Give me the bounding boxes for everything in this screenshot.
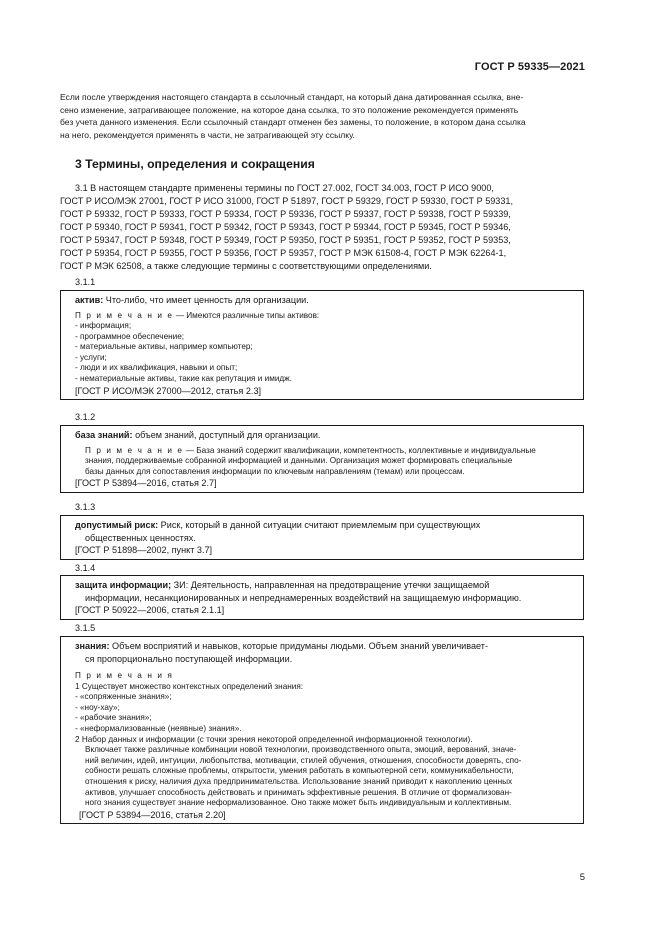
term-name: знания: — [75, 641, 110, 651]
note-line: - «рабочие знания»; — [75, 713, 152, 723]
note-line: Включает также различные комбинации новой технологии, производственного опыта, эмоций, верований, значе- — [85, 745, 517, 755]
note-line: - программное обеспечение; — [75, 331, 185, 341]
term-source: [ГОСТ Р ИСО/МЭК 27000—2012, статья 2.3] — [75, 385, 262, 396]
note-line: - информация; — [75, 321, 132, 331]
note-line: базы данных для сопоставления информации по ключевым направлениям (темам) или процессам. — [85, 466, 465, 476]
term-name: допустимый риск: — [75, 520, 159, 530]
note-line: знания, поддерживаемые собранной информацией и данными. Организация может формировать специальные — [85, 456, 513, 466]
term-box-zashchita-informatsii — [60, 575, 584, 620]
page-number: 5 — [579, 872, 585, 883]
para-line: 3.1 В настоящем стандарте применены термины по ГОСТ 27.002, ГОСТ 34.003, ГОСТ Р ИСО 9000, — [75, 183, 494, 193]
term-number: 3.1.1 — [75, 277, 96, 287]
note-line: 2 Набор данных и информации (с точки зрения некоторой определенной информационной технологии). — [75, 734, 473, 744]
term-definition: объем знаний, доступный для организации. — [132, 430, 321, 440]
term-name: актив: — [75, 295, 104, 305]
term-definition: информации, несанкционированных и непреднамеренных воздействий на защищаемую информацию. — [85, 592, 522, 603]
document-id: ГОСТ Р 59335—2021 — [474, 61, 585, 73]
term-source: [ГОСТ Р 50922—2006, статья 2.1.1] — [75, 605, 225, 615]
note-label: П р и м е ч а н и е — [85, 445, 184, 455]
term-source: [ГОСТ Р 53894—2016, статья 2.7] — [75, 478, 217, 489]
intro-paragraph — [60, 91, 584, 141]
note-line: - «неформализованные (неявные) знания». — [75, 723, 242, 733]
intro-line: Если после утверждения настоящего стандарта в ссылочный стандарт, на который дана датированная ссылка, вне- — [60, 92, 524, 102]
term-note — [75, 311, 579, 385]
term-definition: Риск, который в данной ситуации считают приемлемым при существующих — [158, 520, 481, 530]
term-source: [ГОСТ Р 53894—2016, статья 2.20] — [79, 809, 226, 820]
term-number: 3.1.2 — [75, 412, 96, 422]
note-line: ний величин, идей, интуиции, любопытства, мотивации, стилей обучения, отношения, способности доверять, спо- — [85, 755, 522, 765]
note-line: собности решать сложные проблемы, открытости, умения работать в компьютерной сети, коммуникабельности, — [85, 766, 514, 776]
term-box-dopustimyy-risk — [60, 515, 584, 560]
term-number: 3.1.5 — [75, 623, 96, 633]
term-definition: ЗИ: Деятельность, направленная на предотвращение утечки защищаемой — [171, 580, 490, 590]
note-line: ного знания существует знание неформализованное. Оно также может быть индивидуальным и коллективным. — [85, 798, 512, 808]
note-line: - нематериальные активы, такие как репутация и имидж. — [75, 374, 292, 384]
term-name: защита информации; — [75, 580, 172, 590]
term-note — [75, 446, 579, 478]
intro-line: без учета данного изменения. Если ссылочный стандарт отменен без замены, то положение, в котором дана ссылка — [60, 117, 526, 127]
para-line: ГОСТ Р 59347, ГОСТ Р 59348, ГОСТ Р 59349, ГОСТ Р 59350, ГОСТ Р 59351, ГОСТ Р 59352, ГОСТ Р 59353, — [60, 235, 511, 245]
para-line: ГОСТ Р МЭК 62508, а также следующие термины с соответствующими определениями. — [60, 261, 432, 271]
note-line: 1 Существует множество контекстных определений знания: — [75, 681, 304, 691]
note-line: - люди и их квалификация, навыки и опыт; — [75, 363, 238, 373]
note-line: - материальные активы, например компьютер; — [75, 342, 253, 352]
term-definition: Объем восприятий и навыков, которые придуманы людьми. Объем знаний увеличивает- — [109, 641, 488, 651]
term-box-znaniya — [60, 636, 584, 824]
term-definition: Что-либо, что имеет ценность для организации. — [103, 295, 309, 305]
note-line: - услуги; — [75, 352, 107, 362]
note-line: - «сопряженные знания»; — [75, 692, 172, 702]
intro-line: сено изменение, затрагивающее положение, на которое дана ссылка, то это положение рекомендуется применять — [60, 104, 519, 115]
note-label: П р и м е ч а н и е — [75, 310, 174, 320]
term-box-aktiv — [60, 290, 584, 400]
note-line: - «ноу-хау»; — [75, 702, 120, 712]
term-number: 3.1.3 — [75, 502, 96, 512]
term-number: 3.1.4 — [75, 563, 96, 573]
note-line: активов, улучшает способность действовать и принимать эффективные решения. В отличие от формализован- — [85, 787, 512, 797]
term-definition: ся пропорционально поступающей информации. — [85, 653, 293, 664]
term-note — [75, 671, 579, 809]
term-box-baza-znaniy — [60, 425, 584, 493]
paragraph-3-1 — [60, 182, 584, 273]
section-title: 3 Термины, определения и сокращения — [75, 157, 315, 171]
para-line: ГОСТ Р ИСО/МЭК 27001, ГОСТ Р ИСО 31000, ГОСТ Р 51897, ГОСТ Р 59329, ГОСТ Р 59330, ГОСТ Р 59331, — [60, 196, 514, 206]
note-line: — База знаний содержит квалификации, компетентность, коллективные и индивидуальные — [183, 445, 536, 455]
note-line: — Имеются различные типы активов: — [173, 310, 320, 320]
note-label: П р и м е ч а н и я — [75, 671, 174, 680]
para-line: ГОСТ Р 59332, ГОСТ Р 59333, ГОСТ Р 59334, ГОСТ Р 59336, ГОСТ Р 59337, ГОСТ Р 59338, ГОСТ Р 59339, — [60, 209, 511, 219]
term-definition: общественных ценностях. — [85, 532, 196, 543]
intro-line: на него, рекомендуется применять в части, не затрагивающей эту ссылку. — [60, 129, 355, 140]
para-line: ГОСТ Р 59354, ГОСТ Р 59355, ГОСТ Р 59356, ГОСТ Р 59357, ГОСТ Р МЭК 61508-4, ГОСТ Р МЭК 62264-1, — [60, 248, 507, 258]
term-name: база знаний: — [75, 430, 133, 440]
term-source: [ГОСТ Р 51898—2002, пункт 3.7] — [75, 545, 213, 555]
note-line: отношения к риску, наличия духа предпринимательства. Использование знаний приводит к накоплению ценных — [85, 776, 513, 786]
para-line: ГОСТ Р 59340, ГОСТ Р 59341, ГОСТ Р 59342, ГОСТ Р 59343, ГОСТ Р 59344, ГОСТ Р 59345, ГОСТ Р 59346, — [60, 222, 511, 232]
